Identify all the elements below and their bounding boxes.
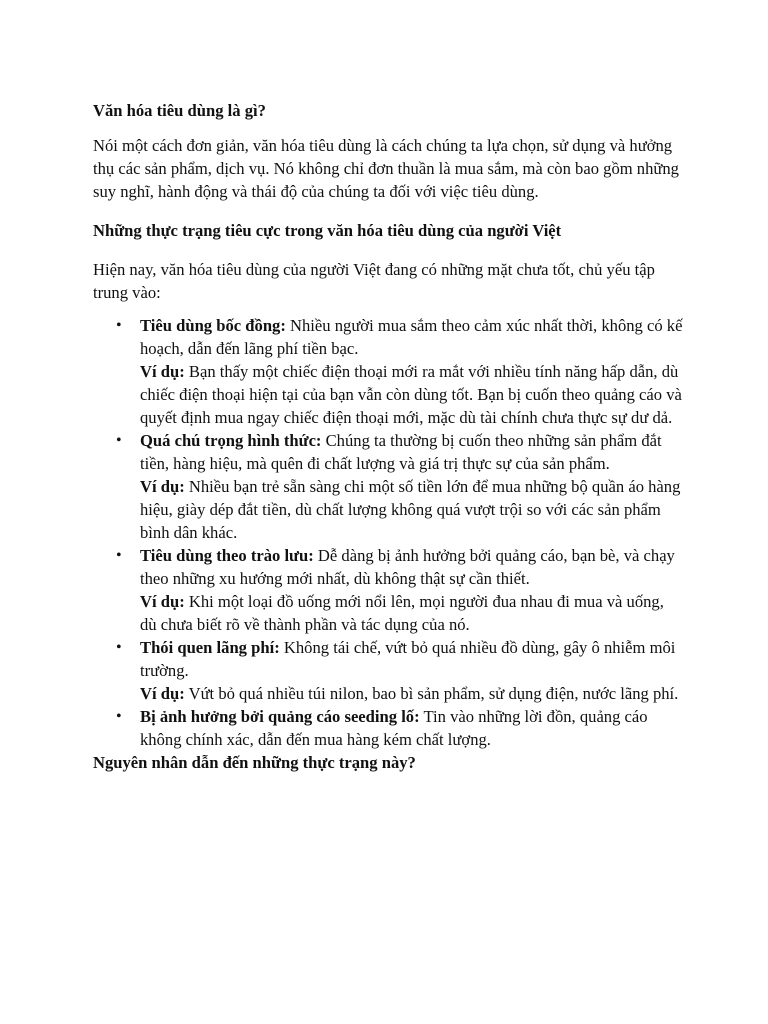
example-label: Ví dụ: <box>140 362 185 381</box>
item-term: Tiêu dùng bốc đồng: <box>140 316 286 335</box>
example-label: Ví dụ: <box>140 684 185 703</box>
list-item <box>93 314 683 429</box>
section-heading-consumer-culture: Văn hóa tiêu dùng là gì? <box>93 101 266 120</box>
example-label: Ví dụ: <box>140 592 185 611</box>
list-item <box>93 429 683 544</box>
item-term: Tiêu dùng theo trào lưu: <box>140 546 314 565</box>
item-term: Quá chú trọng hình thức: <box>140 431 322 450</box>
section-heading-negative-realities: Những thực trạng tiêu cực trong văn hóa tiêu dùng của người Việt <box>93 221 562 240</box>
list-item <box>93 544 683 636</box>
bullet-icon: • <box>116 547 122 564</box>
example-text: Vứt bỏ quá nhiều túi nilon, bao bì sản phẩm, sử dụng điện, nước lãng phí. <box>184 684 679 703</box>
example-label: Ví dụ: <box>140 477 185 496</box>
list-item <box>93 705 683 751</box>
example-text: Khi một loại đồ uống mới nổi lên, mọi người đua nhau đi mua và uống, dù chưa biết rõ về thành phần và tác dụng của nó. <box>140 592 664 634</box>
section-heading-causes: Nguyên nhân dẫn đến những thực trạng này? <box>93 753 416 772</box>
item-text: Dễ dàng bị ảnh hưởng bởi quảng cáo, bạn bè, và chạy theo những xu hướng mới nhất, dù không thật sự cần thiết. <box>140 546 675 588</box>
example-text: Nhiều bạn trẻ sẵn sàng chi một số tiền lớn để mua những bộ quần áo hàng hiệu, giày dép đắt tiền, dù chất lượng không quá vượt trội so với các sản phẩm bình dân khác. <box>140 477 681 542</box>
paragraph-intro-list: Hiện nay, văn hóa tiêu dùng của người Việt đang có những mặt chưa tốt, chủ yếu tập trung vào: <box>93 260 655 302</box>
bullet-icon: • <box>116 708 122 725</box>
item-text: Không tái chế, vứt bỏ quá nhiều đồ dùng, gây ô nhiễm môi trường. <box>140 638 676 680</box>
realities-list <box>93 314 683 751</box>
list-item <box>93 636 683 705</box>
item-term: Bị ảnh hưởng bởi quảng cáo seeding lố: <box>140 707 420 726</box>
bullet-icon: • <box>116 639 122 656</box>
bullet-icon: • <box>116 317 122 334</box>
item-text: Chúng ta thường bị cuốn theo những sản phẩm đắt tiền, hàng hiệu, mà quên đi chất lượng và giá trị thực sự của sản phẩm. <box>140 431 662 473</box>
item-text: Nhiều người mua sắm theo cảm xúc nhất thời, không có kế hoạch, dẫn đến lãng phí tiền bạc. <box>140 316 683 358</box>
document-page <box>93 99 683 774</box>
example-text: Bạn thấy một chiếc điện thoại mới ra mắt với nhiều tính năng hấp dẫn, dù chiếc điện thoại hiện tại của bạn vẫn còn dùng tốt. Bạn bị cuốn theo quảng cáo và quyết định mua ngay chiếc điện thoại mới, mặc dù tài chính chưa thực sự dư dả. <box>140 362 682 427</box>
paragraph-definition: Nói một cách đơn giản, văn hóa tiêu dùng là cách chúng ta lựa chọn, sử dụng và hưởng thụ các sản phẩm, dịch vụ. Nó không chỉ đơn thuần là mua sắm, mà còn bao gồm những suy nghĩ, hành động và thái độ của chúng ta đối với việc tiêu dùng. <box>93 136 679 201</box>
bullet-icon: • <box>116 432 122 449</box>
item-term: Thói quen lãng phí: <box>140 638 280 657</box>
item-text: Tin vào những lời đồn, quảng cáo không chính xác, dẫn đến mua hàng kém chất lượng. <box>140 707 648 749</box>
